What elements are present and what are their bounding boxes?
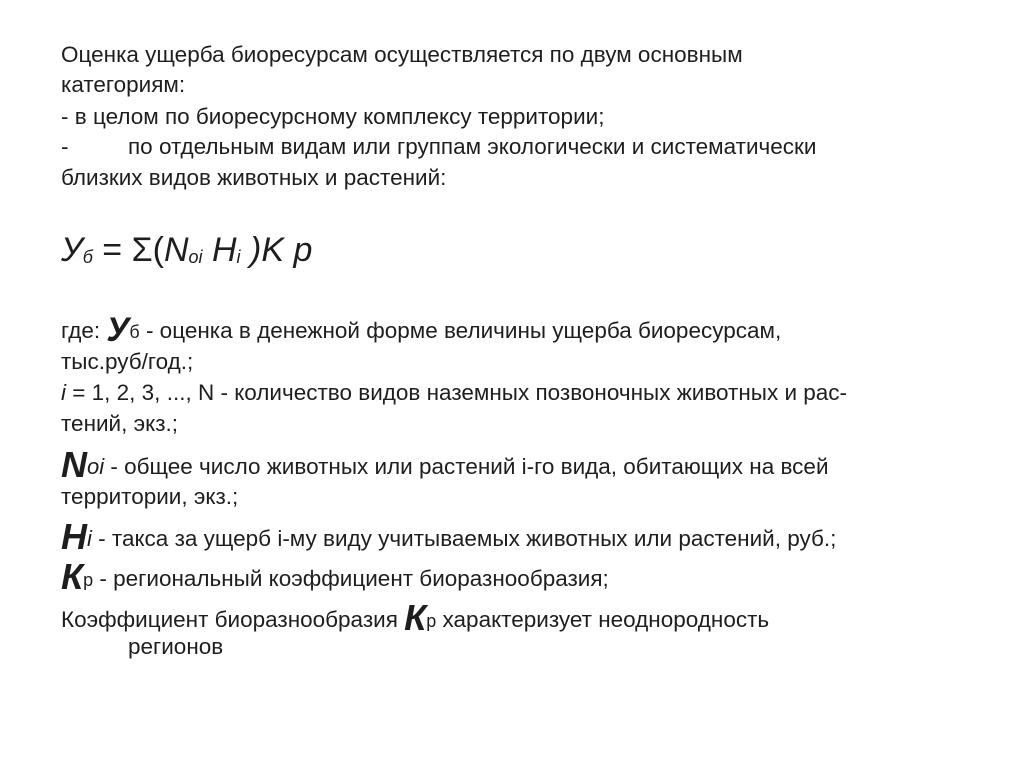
def-i-text: = 1, 2, 3, ..., N - количество видов наземных позвоночных животных и рас- [66,380,848,405]
def-n-text: - общее число животных или растений i-го вида, обитающих на всей [104,454,829,479]
formula-h-sub: i [236,247,241,267]
formula-y: У [61,231,83,269]
coef-k-symbol: К [404,597,427,638]
def-y-line-1 [61,311,782,349]
intro-line-4-dash: - [61,134,69,159]
intro-line-5: близких видов животных и растений: [61,165,447,190]
def-i-line-1 [61,378,847,408]
def-gde: где: [61,318,107,343]
def-k-sub: р [83,570,94,590]
def-h-line [61,516,837,557]
intro-line-2: категориям: [61,72,186,97]
def-n-line-1 [61,444,829,485]
intro-line-3: - в целом по биоресурсному комплексу территории; [61,104,605,129]
def-n-sub: oi [87,454,105,479]
formula-h: H [211,231,237,269]
formula-n: N [163,231,189,269]
def-i-line-2: тений, экз.; [61,411,179,436]
coef-text-2: характеризует неоднородность [436,607,770,632]
coef-text: Коэффициент биоразнообразия [61,607,405,632]
def-k-text: - региональный коэффициент биоразнообразия; [93,566,609,591]
def-h-sub: i [87,526,92,551]
formula-y-sub: б [82,247,93,267]
def-i-symbol: i [61,380,66,405]
coef-k-sub: р [426,611,437,631]
def-h-text: - такса за ущерб i-му виду учитываемых животных или растений, руб.; [91,526,837,551]
intro-line-4: по отдельным видам или группам экологически и систематически [128,134,817,159]
intro-line-1: Оценка ущерба биоресурсам осуществляется по двум основным [61,42,743,67]
def-y-line-2: тыс.руб/год.; [61,349,194,374]
formula-n-sub: oi [188,247,203,267]
formula-close: )K p [240,231,313,269]
formula-eq: = Σ( [92,231,164,269]
def-y-symbol: У [106,311,130,349]
def-y-text: - оценка в денежной форме величины ущерба биоресурсам, [139,318,782,343]
damage-formula [61,228,312,279]
def-k-symbol: К [61,556,84,597]
coef-line-2: регионов [128,634,224,659]
def-n-line-2: территории, экз.; [61,484,239,509]
def-y-sub: б [129,322,140,342]
def-k-line [61,556,609,597]
def-n-symbol: N [61,444,87,485]
def-h-symbol: H [61,516,87,557]
